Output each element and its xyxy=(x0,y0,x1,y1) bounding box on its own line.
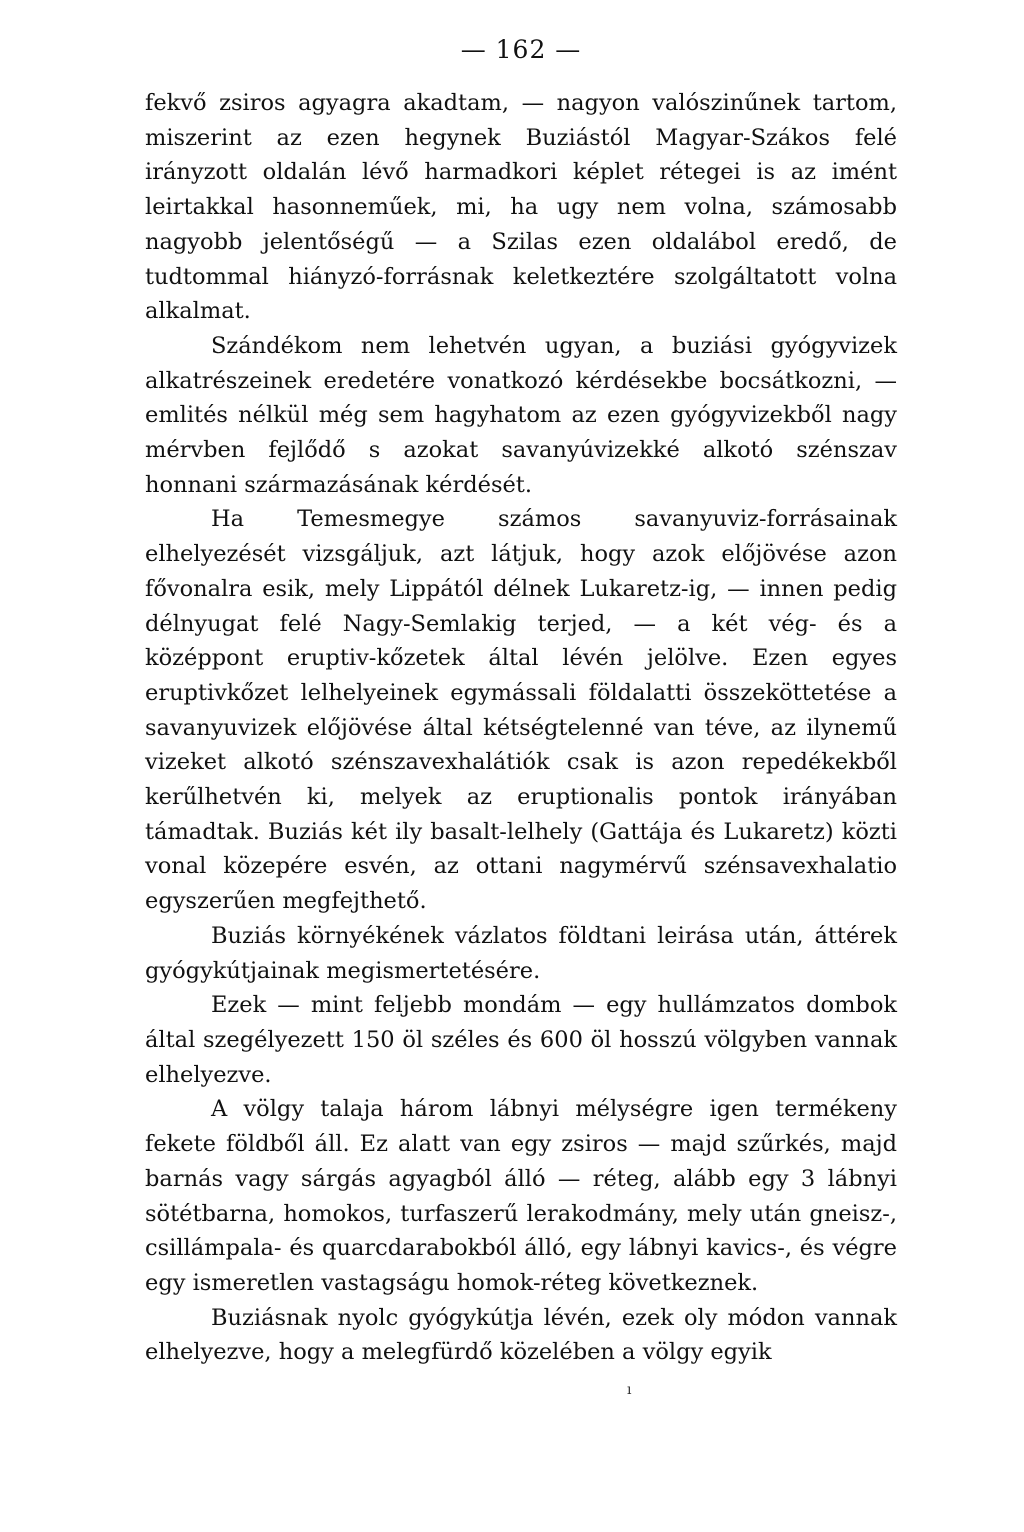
book-page xyxy=(145,30,897,1370)
paragraph-7: Buziásnak nyolc gyógykútja lévén, ezek oly módon vannak elhelyezve, hogy a melegfürdő közelében a völgy egyik xyxy=(145,1304,897,1366)
paragraph-6: A völgy talaja három lábnyi mélységre igen termékeny fekete földből áll. Ez alatt van egy zsiros — majd szűrkés, majd barnás vagy sárgás agyagból álló — réteg, alább egy 3 lábnyi sötétbarna, homokos, turfaszerű lerakodmány, mely után gneisz-, csillámpala- és quarcdarabokból álló, egy lábnyi kavics-, és végre egy ismeretlen vastagságu homok-réteg következnek. xyxy=(145,1096,897,1296)
body-text xyxy=(145,86,897,1370)
paragraph-3: Ha Temesmegye számos savanyuviz-forrásainak elhelyezését vizsgáljuk, azt látjuk, hogy azok előjövése azon fővonalra esik, mely Lippától délnek Lukaretz-ig, — innen pedig délnyugat felé Nagy-Semlakig terjed, — a két vég- és a középpont eruptiv-kőzetek által lévén jelölve. Ezen egyes eruptivkőzet lelhelyeinek egymássali földalatti összeköttetése a savanyuvizek előjövése által kétségtelenné van téve, az ilynemű vizeket alkotó szénszavexhalátiók csak is azon repedékekből kerűlhetvén ki, melyek az eruptionalis pontok irányában támadtak. Buziás két ily basalt-lelhely (Gattája és Lukaretz) közti vonal közepére esvén, az ottani nagymérvű szénsavexhalatio egyszerűen megfejthető. xyxy=(145,506,897,915)
paragraph-1: fekvő zsiros agyagra akadtam, — nagyon valószinűnek tartom, miszerint az ezen hegynek Buziástól Magyar-Szákos felé irányzott oldalán lévő harmadkori képlet rétegei is az imént leirtakkal hasonneműek, mi, ha ugy nem volna, számosabb nagyobb jelentőségű — a Szilas ezen oldalábol eredő, de tudtommal hiányzó-forrásnak keletkeztére szolgáltatott volna alkalmat. xyxy=(145,90,897,325)
page-number: — 162 — xyxy=(460,35,582,64)
paragraph-2: Szándékom nem lehetvén ugyan, a buziási gyógyvizek alkatrészeinek eredetére vonatkozó kérdésekbe bocsátkozni, — emlités nélkül még sem hagyhatom az ezen gyógyvizekből nagy mérvben fejlődő s azokat savanyúvizekké alkotó szénszav honnani származásának kérdését. xyxy=(145,332,897,498)
paragraph-5: Ezek — mint feljebb mondám — egy hullámzatos dombok által szegélyezett 150 öl széles és 600 öl hosszú völgyben vannak elhelyezve. xyxy=(145,992,897,1088)
stray-print-mark: ı xyxy=(627,1382,632,1398)
paragraph-4: Buziás környékének vázlatos földtani leirása után, áttérek gyógykútjainak megismertetésére. xyxy=(145,922,897,984)
